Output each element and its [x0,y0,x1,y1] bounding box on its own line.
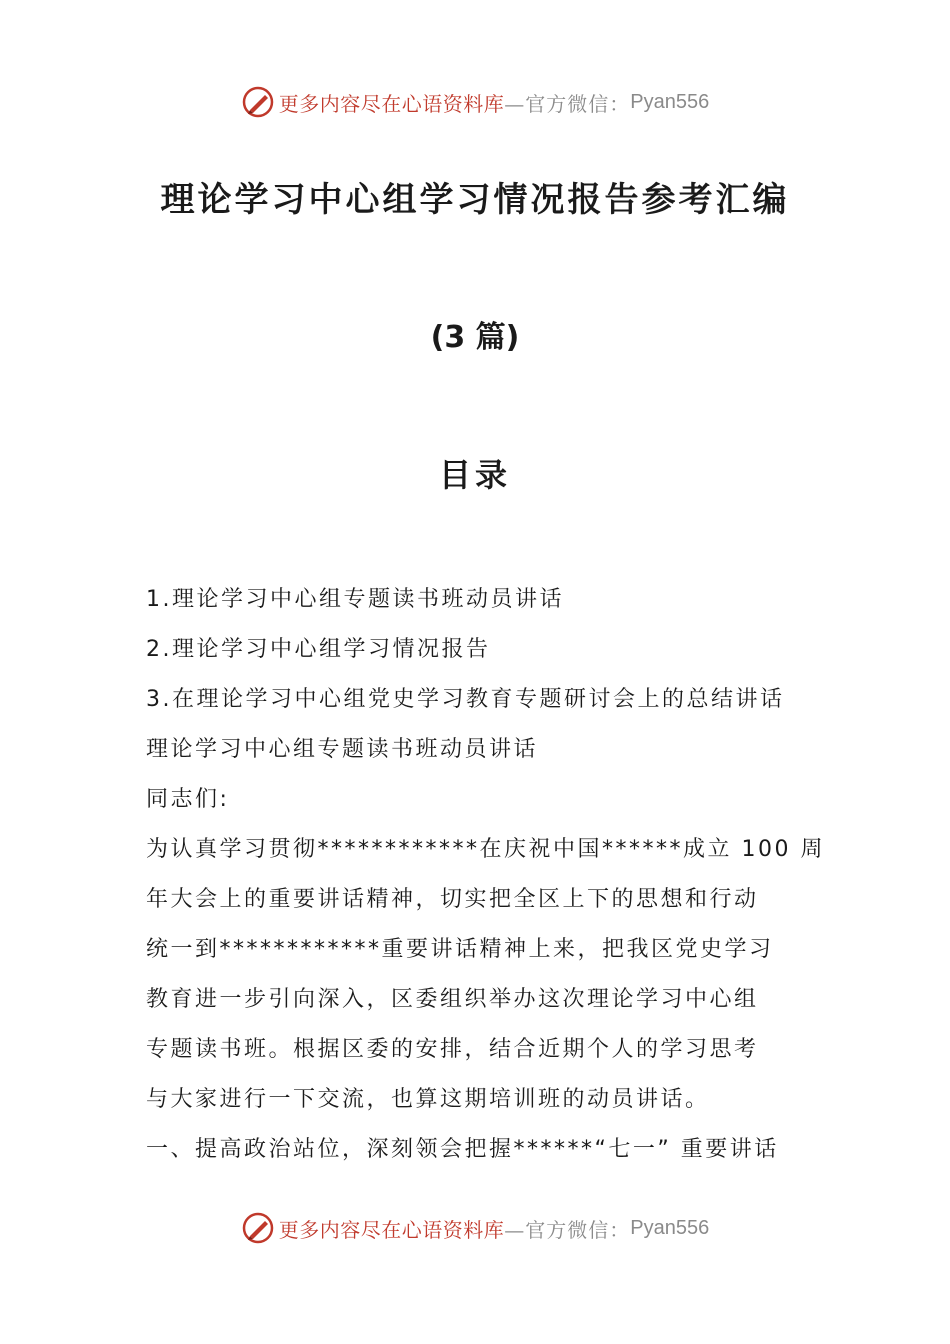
watermark-wechat-id: Pyan556 [630,1216,710,1239]
paragraph-line: 与大家进行一下交流，也算这期培训班的动员讲话。 [146,1087,710,1112]
footer-watermark [0,1208,950,1248]
toc-item-3: 3.在理论学习中心组党史学习教育专题研讨会上的总结讲话 [146,687,785,712]
paragraph-line: 专题读书班。根据区委的安排，结合近期个人的学习思考 [146,1037,759,1062]
watermark-library-text: 更多内容尽在心语资料库 [278,91,505,116]
toc-item-2: 2.理论学习中心组学习情况报告 [146,637,491,662]
paragraph-line: 教育进一步引向深入，区委组织举办这次理论学习中心组 [146,987,759,1012]
watermark-wechat-label: —官方微信： [504,1217,631,1242]
document-subtitle: (3 篇) [430,320,520,355]
paragraph-line: 年大会上的重要讲话精神，切实把全区上下的思想和行动 [146,887,759,912]
document-body [146,580,825,1180]
watermark-wechat-id: Pyan556 [630,90,710,113]
document-title: 理论学习中心组学习情况报告参考汇编 [160,180,790,220]
toc-item-1: 1.理论学习中心组专题读书班动员讲话 [146,587,564,612]
toc-heading: 目录 [438,456,511,494]
section-heading-one: 一、提高政治站位，深刻领会把握******“七一” 重要讲话 [146,1137,779,1162]
watermark-library-text: 更多内容尽在心语资料库 [278,1217,505,1242]
watermark-wechat-label: —官方微信： [504,91,631,116]
salutation: 同志们: [146,787,230,812]
paragraph-line: 为认真学习贯彻************在庆祝中国******成立 100 周 [146,837,825,862]
paragraph-line: 统一到************重要讲话精神上来，把我区党史学习 [146,937,774,962]
pen-logo-icon [241,1211,275,1245]
section-title: 理论学习中心组专题读书班动员讲话 [146,737,539,762]
pen-logo-icon [241,85,275,119]
header-watermark [0,82,950,122]
